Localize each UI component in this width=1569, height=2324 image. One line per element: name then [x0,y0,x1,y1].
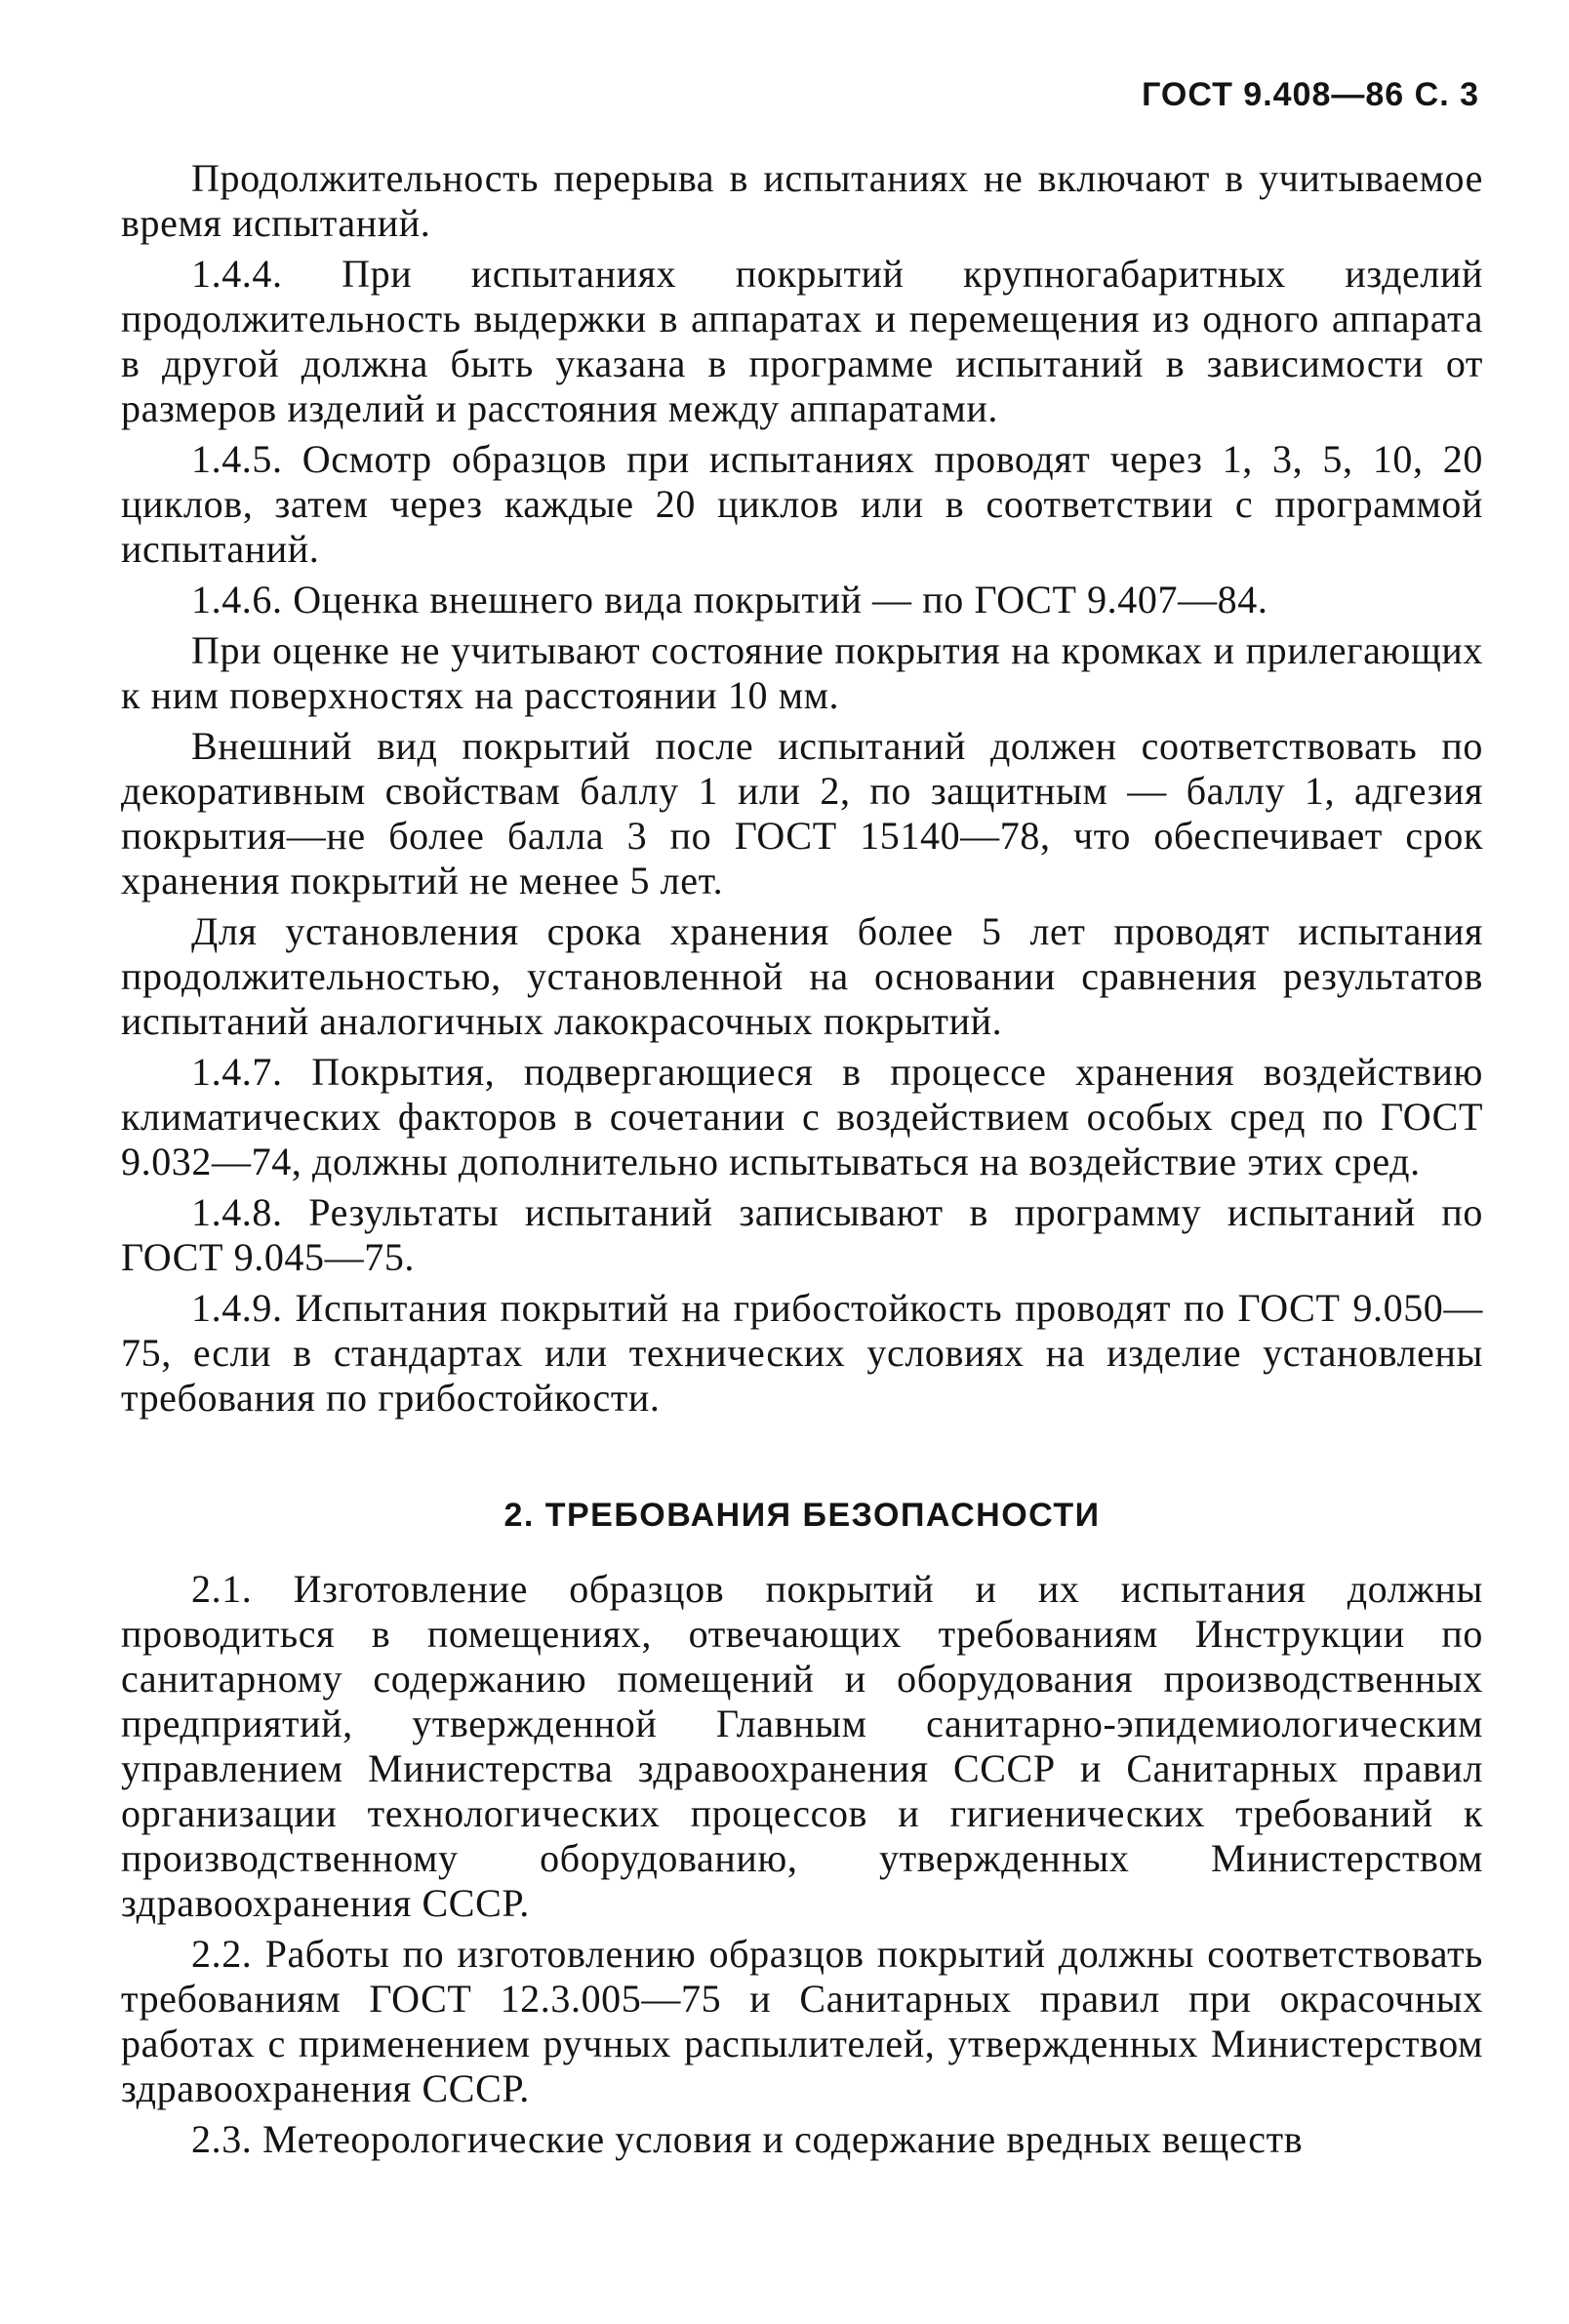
paragraph-1-4-7: 1.4.7. Покрытия, подвергающиеся в процессе хранения воздействию климатических факторов в сочетании с воздействием особых сред по ГОСТ 9.032—74, должны дополнительно испытываться на воздействие этих сред. [121,1050,1483,1183]
paragraph-2-3: 2.3. Метеорологические условия и содержание вредных веществ [191,2117,1304,2161]
section-heading: 2. ТРЕБОВАНИЯ БЕЗОПАСНОСТИ [503,1497,1101,1534]
paragraph: Для установления срока хранения более 5 лет проводят испытания продолжительностью, установленной на основании сравнения результатов испытаний аналогичных лакокрасочных покрытий. [121,909,1483,1043]
paragraph-2-1: 2.1. Изготовление образцов покрытий и их испытания должны проводиться в помещениях, отвечающих требованиям Инструкции по санитарному содержанию помещений и оборудования производственных предприятий, утвержденной Главным санитарно-эпидемиологическим управлением Министерства здравоохранения СССР и Санитарных правил организации технологических процессов и гигиенических требований к производственному оборудованию, утвержденных Министерством здравоохранения СССР. [121,1567,1483,1925]
paragraph: Продолжительность перерыва в испытаниях не включают в учитываемое время испытаний. [121,156,1483,245]
paragraph-1-4-8: 1.4.8. Результаты испытаний записывают в программу испытаний по ГОСТ 9.045—75. [121,1190,1483,1279]
paragraph-1-4-5: 1.4.5. Осмотр образцов при испытаниях проводят через 1, 3, 5, 10, 20 циклов, затем через каждые 20 циклов или в соответствии с программой испытаний. [121,437,1483,571]
document-body [121,156,1483,2168]
paragraph-1-4-6: 1.4.6. Оценка внешнего вида покрытий — по ГОСТ 9.407—84. [191,578,1268,621]
paragraph-1-4-9: 1.4.9. Испытания покрытий на грибостойкость проводят по ГОСТ 9.050—75, если в стандартах или технических условиях на изделие установлены требования по грибостойкости. [121,1286,1483,1420]
paragraph-1-4-4: 1.4.4. При испытаниях покрытий крупногабаритных изделий продолжительность выдержки в аппаратах и перемещения из одного аппарата в другой должна быть указана в программе испытаний в зависимости от размеров изделий и расстояния между аппаратами. [121,252,1483,430]
running-head: ГОСТ 9.408—86 С. 3 [1142,76,1479,113]
paragraph: Внешний вид покрытий после испытаний должен соответствовать по декоративным свойствам баллу 1 или 2, по защитным — баллу 1, адгезия покрытия—не более балла 3 по ГОСТ 15140—78, что обеспечивает срок хранения покрытий не менее 5 лет. [121,724,1483,902]
paragraph: При оценке не учитывают состояние покрытия на кромках и прилегающих к ним поверхностях на расстоянии 10 мм. [121,628,1483,717]
paragraph-2-2: 2.2. Работы по изготовлению образцов покрытий должны соответствовать требованиям ГОСТ 12.3.005—75 и Санитарных правил при окрасочных работах с применением ручных распылителей, утвержденных Министерством здравоохранения СССР. [121,1932,1483,2110]
